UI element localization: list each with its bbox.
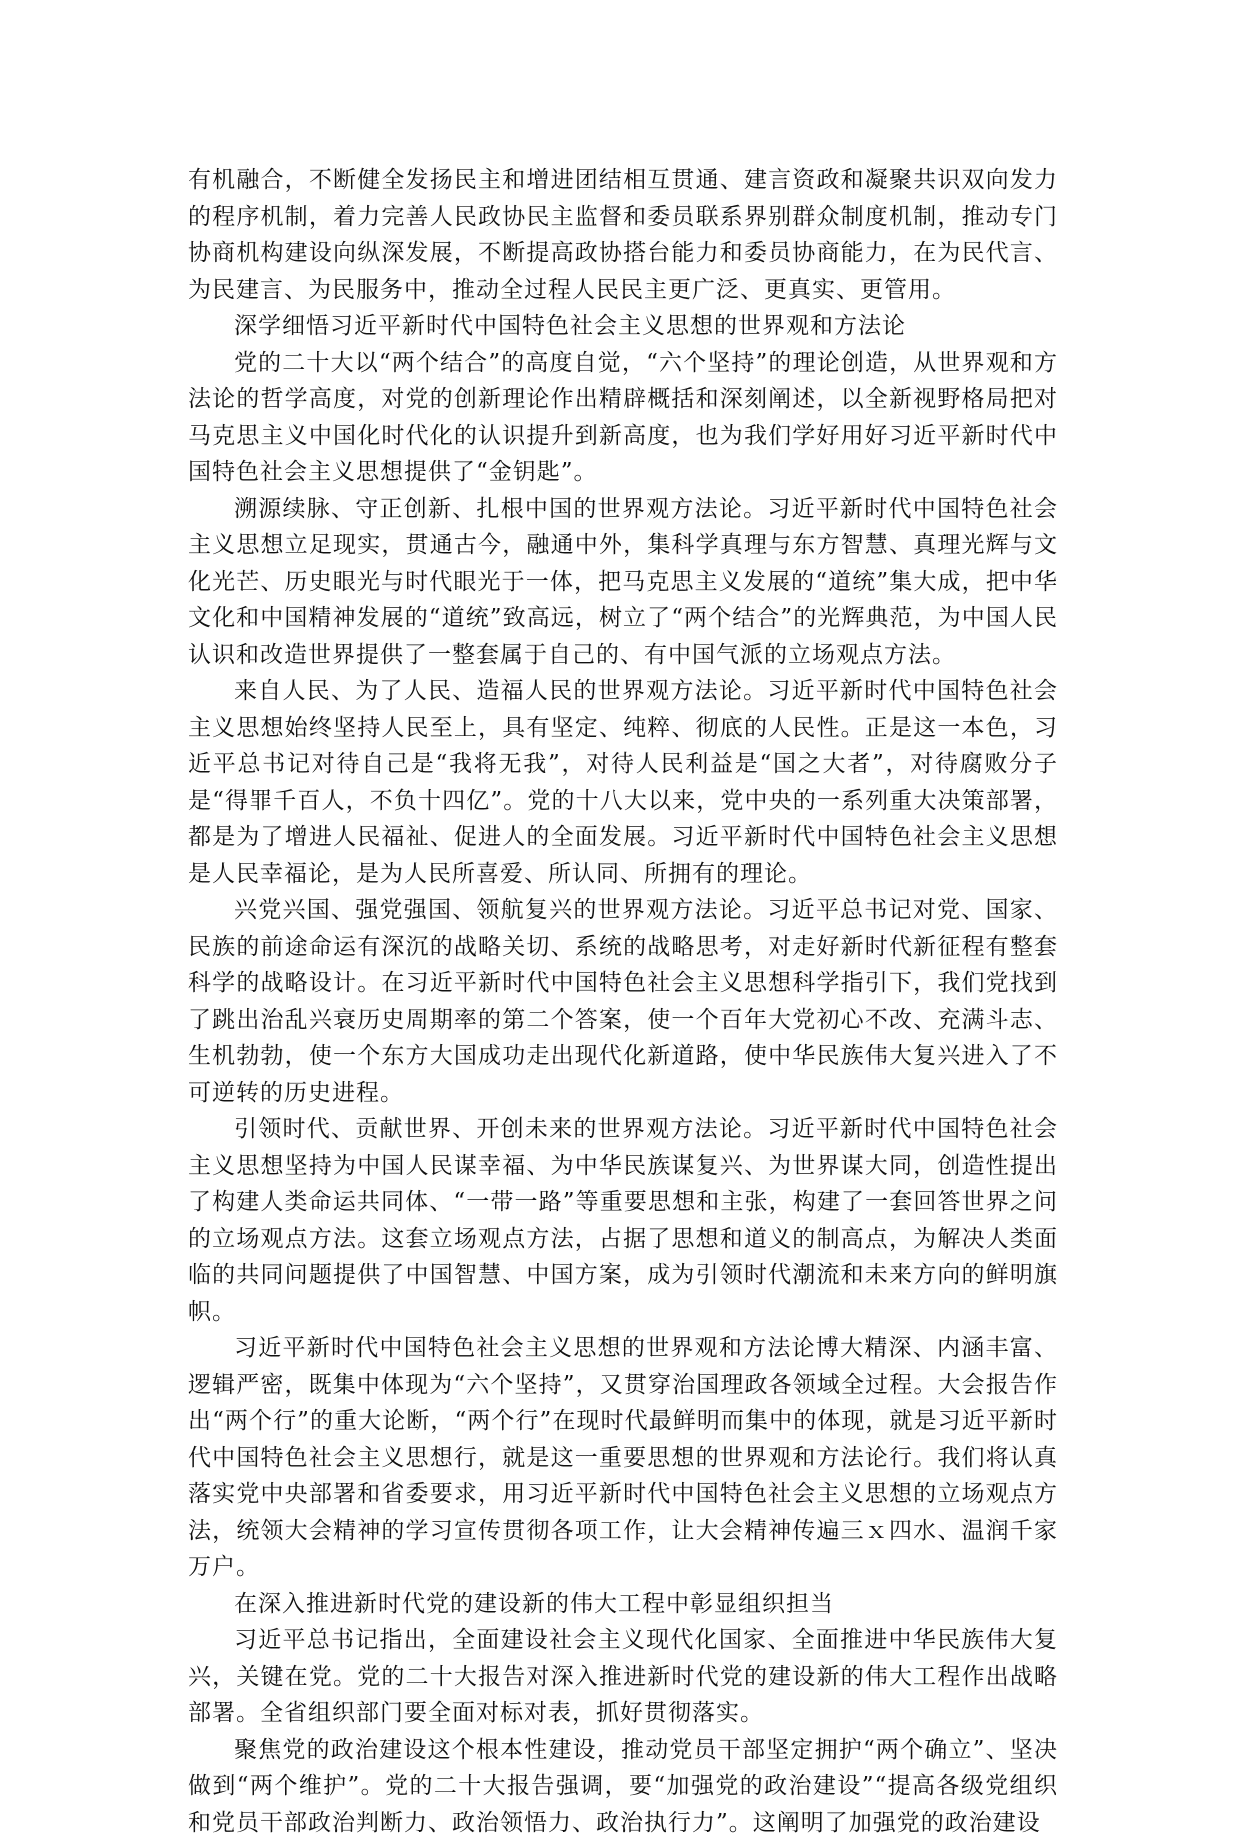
- paragraph-continued: 有机融合，不断健全发扬民主和增进团结相互贯通、建言资政和凝聚共识双向发力的程序机制，着力完善人民政协民主监督和委员联系界别群众制度机制，推动专门协商机构建设向纵深发展，不断提高政协搭台能力和委员协商能力，在为民代言、为民建言、为民服务中，推动全过程人民民主更广泛、更真实、更管用。: [188, 162, 1058, 308]
- paragraph: 兴党兴国、强党强国、领航复兴的世界观方法论。习近平总书记对党、国家、民族的前途命运有深沉的战略关切、系统的战略思考，对走好新时代新征程有整套科学的战略设计。在习近平新时代中国特色社会主义思想科学指引下，我们党找到了跳出治乱兴衰历史周期率的第二个答案，使一个百年大党初心不改、充满斗志、生机勃勃，使一个东方大国成功走出现代化新道路，使中华民族伟大复兴进入了不可逆转的历史进程。: [188, 892, 1058, 1111]
- section-heading-worldview: 深学细悟习近平新时代中国特色社会主义思想的世界观和方法论: [188, 308, 1058, 345]
- paragraph: 引领时代、贡献世界、开创未来的世界观方法论。习近平新时代中国特色社会主义思想坚持为中国人民谋幸福、为中华民族谋复兴、为世界谋大同，创造性提出了构建人类命运共同体、“一带一路”等重要思想和主张，构建了一套回答世界之问的立场观点方法。这套立场观点方法，占据了思想和道义的制高点，为解决人类面临的共同问题提供了中国智慧、中国方案，成为引领时代潮流和未来方向的鲜明旗帜。: [188, 1111, 1058, 1330]
- paragraph: 来自人民、为了人民、造福人民的世界观方法论。习近平新时代中国特色社会主义思想始终坚持人民至上，具有坚定、纯粹、彻底的人民性。正是这一本色，习近平总书记对待自己是“我将无我”，对待人民利益是“国之大者”，对待腐败分子是“得罪千百人，不负十四亿”。党的十八大以来，党中央的一系列重大决策部署，都是为了增进人民福祉、促进人的全面发展。习近平新时代中国特色社会主义思想是人民幸福论，是为人民所喜爱、所认同、所拥有的理论。: [188, 673, 1058, 892]
- paragraph: 党的二十大以“两个结合”的高度自觉，“六个坚持”的理论创造，从世界观和方法论的哲学高度，对党的创新理论作出精辟概括和深刻阐述，以全新视野格局把对马克思主义中国化时代化的认识提升到新高度，也为我们学好用好习近平新时代中国特色社会主义思想提供了“金钥匙”。: [188, 345, 1058, 491]
- paragraph: 聚焦党的政治建设这个根本性建设，推动党员干部坚定拥护“两个确立”、坚决做到“两个维护”。党的二十大报告强调，要“加强党的政治建设”“提高各级党组织和党员干部政治判断力、政治领悟力、政治执行力”。这阐明了加强党的政治建设: [188, 1732, 1058, 1841]
- paragraph: 溯源续脉、守正创新、扎根中国的世界观方法论。习近平新时代中国特色社会主义思想立足现实，贯通古今，融通中外，集科学真理与东方智慧、真理光辉与文化光芒、历史眼光与时代眼光于一体，把马克思主义发展的“道统”集大成，把中华文化和中国精神发展的“道统”致高远，树立了“两个结合”的光辉典范，为中国人民认识和改造世界提供了一整套属于自己的、有中国气派的立场观点方法。: [188, 491, 1058, 674]
- paragraph: 习近平新时代中国特色社会主义思想的世界观和方法论博大精深、内涵丰富、逻辑严密，既集中体现为“六个坚持”，又贯穿治国理政各领域全过程。大会报告作出“两个行”的重大论断，“两个行”在现时代最鲜明而集中的体现，就是习近平新时代中国特色社会主义思想行，就是这一重要思想的世界观和方法论行。我们将认真落实党中央部署和省委要求，用习近平新时代中国特色社会主义思想的立场观点方法，统领大会精神的学习宣传贯彻各项工作，让大会精神传遍三ｘ四水、温润千家万户。: [188, 1330, 1058, 1586]
- paragraph: 习近平总书记指出，全面建设社会主义现代化国家、全面推进中华民族伟大复兴，关键在党。党的二十大报告对深入推进新时代党的建设新的伟大工程作出战略部署。全省组织部门要全面对标对表，抓好贯彻落实。: [188, 1622, 1058, 1732]
- section-heading-party-building: 在深入推进新时代党的建设新的伟大工程中彰显组织担当: [188, 1586, 1058, 1623]
